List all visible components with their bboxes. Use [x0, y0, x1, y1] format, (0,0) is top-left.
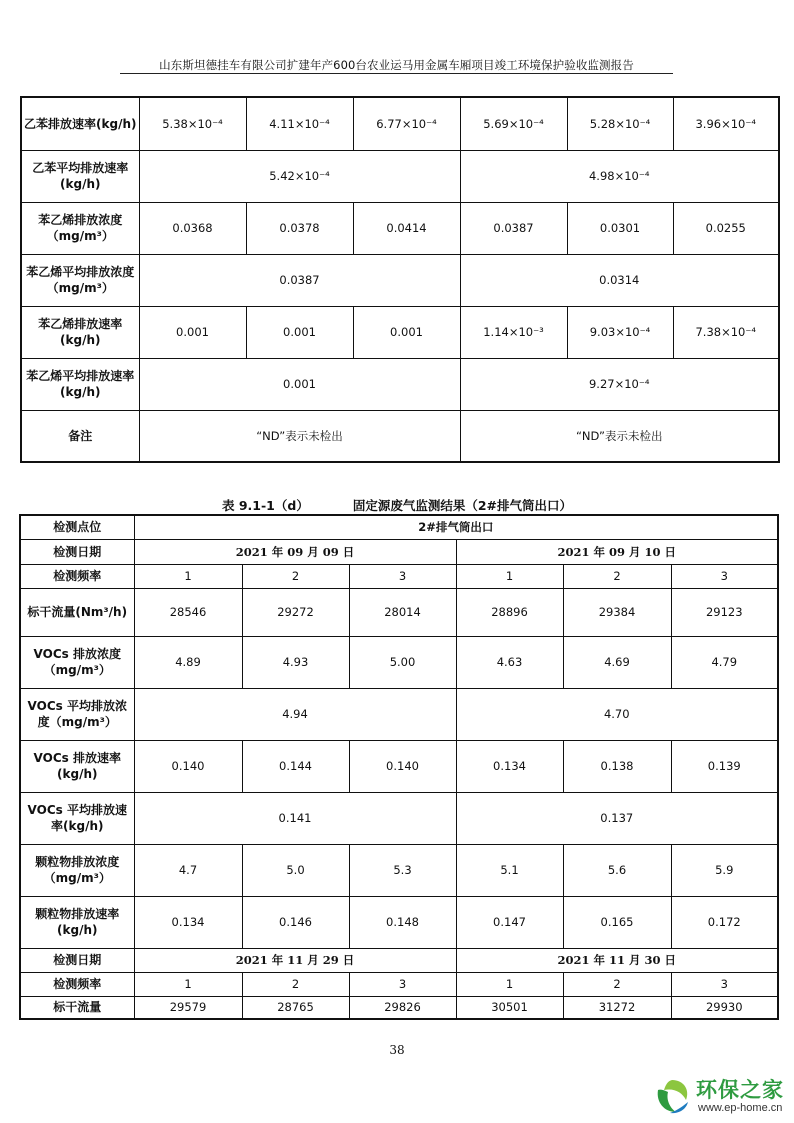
table-row: [20, 844, 778, 896]
page-number: 38: [389, 1043, 405, 1057]
value-cell: 0.147: [456, 896, 563, 948]
value-cell: 5.3: [349, 844, 456, 896]
row-label: VOCs 排放浓度（mg/m³）: [20, 636, 134, 688]
table-caption-number: 表 9.1-1（d）: [221, 498, 309, 513]
row-label: 检测日期: [20, 948, 134, 972]
value-cell: 29384: [563, 588, 671, 636]
frequency-cell: 1: [134, 564, 242, 588]
header-divider: [120, 73, 673, 74]
value-cell: 5.00: [349, 636, 456, 688]
report-header-title: 山东斯坦德挂车有限公司扩建年产600台农业运马用金属车厢项目竣工环境保护验收监测报告: [159, 58, 634, 72]
value-cell: 3.96×10⁻⁴: [673, 97, 779, 150]
date-cell: 2021 年 11 月 29 日: [134, 948, 456, 972]
row-label: VOCs 平均排放速率(kg/h): [20, 792, 134, 844]
table-row: [20, 740, 778, 792]
row-label: 苯乙烯排放浓度（mg/m³）: [21, 202, 139, 254]
date-cell: 2021 年 11 月 30 日: [456, 948, 778, 972]
value-cell: 5.38×10⁻⁴: [139, 97, 246, 150]
results-table-outlet-2: [19, 514, 779, 1020]
table-row: [20, 588, 778, 636]
value-cell: 9.03×10⁻⁴: [567, 306, 673, 358]
table-row-date: [20, 539, 778, 564]
value-cell: 0.001: [353, 306, 460, 358]
value-cell: 7.38×10⁻⁴: [673, 306, 779, 358]
value-cell: 5.69×10⁻⁴: [460, 97, 567, 150]
row-label: 颗粒物排放浓度（mg/m³）: [20, 844, 134, 896]
value-cell: 0.140: [134, 740, 242, 792]
value-cell: 5.6: [563, 844, 671, 896]
value-cell: 0.165: [563, 896, 671, 948]
value-cell: 5.28×10⁻⁴: [567, 97, 673, 150]
merged-value-cell: 4.70: [456, 688, 778, 740]
row-label: 标干流量: [20, 996, 134, 1019]
table-row: [21, 410, 779, 462]
value-cell: 4.89: [134, 636, 242, 688]
value-cell: 30501: [456, 996, 563, 1019]
merged-value-cell: 5.42×10⁻⁴: [139, 150, 460, 202]
value-cell: 29826: [349, 996, 456, 1019]
row-label: 检测点位: [20, 515, 134, 539]
table-row-date-2: [20, 948, 778, 972]
value-cell: 0.0368: [139, 202, 246, 254]
merged-value-cell: 0.0314: [460, 254, 779, 306]
frequency-cell: 1: [134, 972, 242, 996]
value-cell: 5.1: [456, 844, 563, 896]
value-cell: 4.11×10⁻⁴: [246, 97, 353, 150]
table-row-point: [20, 515, 778, 539]
row-label: 苯乙烯平均排放速率(kg/h): [21, 358, 139, 410]
frequency-cell: 3: [671, 972, 778, 996]
value-cell: 28896: [456, 588, 563, 636]
merged-value-cell: 0.137: [456, 792, 778, 844]
frequency-cell: 3: [671, 564, 778, 588]
value-cell: 0.134: [456, 740, 563, 792]
date-cell: 2021 年 09 月 10 日: [456, 539, 778, 564]
row-label: 检测频率: [20, 564, 134, 588]
value-cell: 0.0301: [567, 202, 673, 254]
row-label: 检测频率: [20, 972, 134, 996]
table-row: [20, 688, 778, 740]
row-label: 备注: [21, 410, 139, 462]
leaf-swirl-icon: [652, 1076, 692, 1116]
value-cell: 28014: [349, 588, 456, 636]
value-cell: 0.0378: [246, 202, 353, 254]
value-cell: 0.0255: [673, 202, 779, 254]
row-label: 标干流量(Nm³/h): [20, 588, 134, 636]
value-cell: 5.0: [242, 844, 349, 896]
value-cell: 4.93: [242, 636, 349, 688]
frequency-cell: 3: [349, 564, 456, 588]
frequency-cell: 2: [242, 564, 349, 588]
watermark-name: 环保之家: [696, 1078, 784, 1102]
results-table-outlet-2-body: [20, 588, 778, 948]
row-label: VOCs 排放速率(kg/h): [20, 740, 134, 792]
value-cell: 0.172: [671, 896, 778, 948]
value-cell: 29579: [134, 996, 242, 1019]
table-row: [20, 636, 778, 688]
value-cell: 29930: [671, 996, 778, 1019]
results-table-continued-body: [21, 97, 779, 462]
merged-value-cell: “ND”表示未检出: [139, 410, 460, 462]
table-row: [21, 358, 779, 410]
table-row-flow-2: [20, 996, 778, 1019]
frequency-cell: 3: [349, 972, 456, 996]
frequency-cell: 2: [563, 564, 671, 588]
point-value-cell: 2#排气筒出口: [134, 515, 778, 539]
merged-value-cell: 0.0387: [139, 254, 460, 306]
value-cell: 0.0414: [353, 202, 460, 254]
value-cell: 0.140: [349, 740, 456, 792]
value-cell: 0.001: [246, 306, 353, 358]
value-cell: 4.63: [456, 636, 563, 688]
row-label: 乙苯平均排放速率(kg/h): [21, 150, 139, 202]
value-cell: 5.9: [671, 844, 778, 896]
table-row-frequency: [20, 564, 778, 588]
table-row: [21, 254, 779, 306]
value-cell: 0.134: [134, 896, 242, 948]
value-cell: 28546: [134, 588, 242, 636]
value-cell: 0.144: [242, 740, 349, 792]
frequency-cell: 1: [456, 972, 563, 996]
frequency-cell: 2: [563, 972, 671, 996]
merged-value-cell: 0.141: [134, 792, 456, 844]
table-row: [21, 97, 779, 150]
row-label: 颗粒物排放速率(kg/h): [20, 896, 134, 948]
value-cell: 29123: [671, 588, 778, 636]
table-caption: [0, 496, 794, 514]
value-cell: 0.148: [349, 896, 456, 948]
value-cell: 31272: [563, 996, 671, 1019]
merged-value-cell: 0.001: [139, 358, 460, 410]
watermark-url: www.ep-home.cn: [698, 1102, 783, 1114]
date-cell: 2021 年 09 月 09 日: [134, 539, 456, 564]
frequency-cell: 1: [456, 564, 563, 588]
value-cell: 0.138: [563, 740, 671, 792]
value-cell: 4.79: [671, 636, 778, 688]
results-table-continued: [20, 96, 780, 463]
merged-value-cell: 9.27×10⁻⁴: [460, 358, 779, 410]
value-cell: 0.001: [139, 306, 246, 358]
table-row: [20, 896, 778, 948]
table-row: [20, 792, 778, 844]
value-cell: 0.139: [671, 740, 778, 792]
value-cell: 0.146: [242, 896, 349, 948]
table-row-frequency-2: [20, 972, 778, 996]
merged-value-cell: 4.98×10⁻⁴: [460, 150, 779, 202]
merged-value-cell: 4.94: [134, 688, 456, 740]
row-label: VOCs 平均排放浓度（mg/m³）: [20, 688, 134, 740]
value-cell: 29272: [242, 588, 349, 636]
row-label: 苯乙烯平均排放浓度（mg/m³）: [21, 254, 139, 306]
row-label: 检测日期: [20, 539, 134, 564]
value-cell: 4.69: [563, 636, 671, 688]
value-cell: 28765: [242, 996, 349, 1019]
row-label: 苯乙烯排放速率(kg/h): [21, 306, 139, 358]
frequency-cell: 2: [242, 972, 349, 996]
row-label: 乙苯排放速率(kg/h): [21, 97, 139, 150]
table-caption-title: 固定源废气监测结果（2#排气筒出口）: [352, 498, 572, 513]
table-row: [21, 306, 779, 358]
watermark: [652, 1072, 792, 1118]
merged-value-cell: “ND”表示未检出: [460, 410, 779, 462]
value-cell: 6.77×10⁻⁴: [353, 97, 460, 150]
value-cell: 4.7: [134, 844, 242, 896]
table-row: [21, 202, 779, 254]
value-cell: 0.0387: [460, 202, 567, 254]
table-row: [21, 150, 779, 202]
value-cell: 1.14×10⁻³: [460, 306, 567, 358]
